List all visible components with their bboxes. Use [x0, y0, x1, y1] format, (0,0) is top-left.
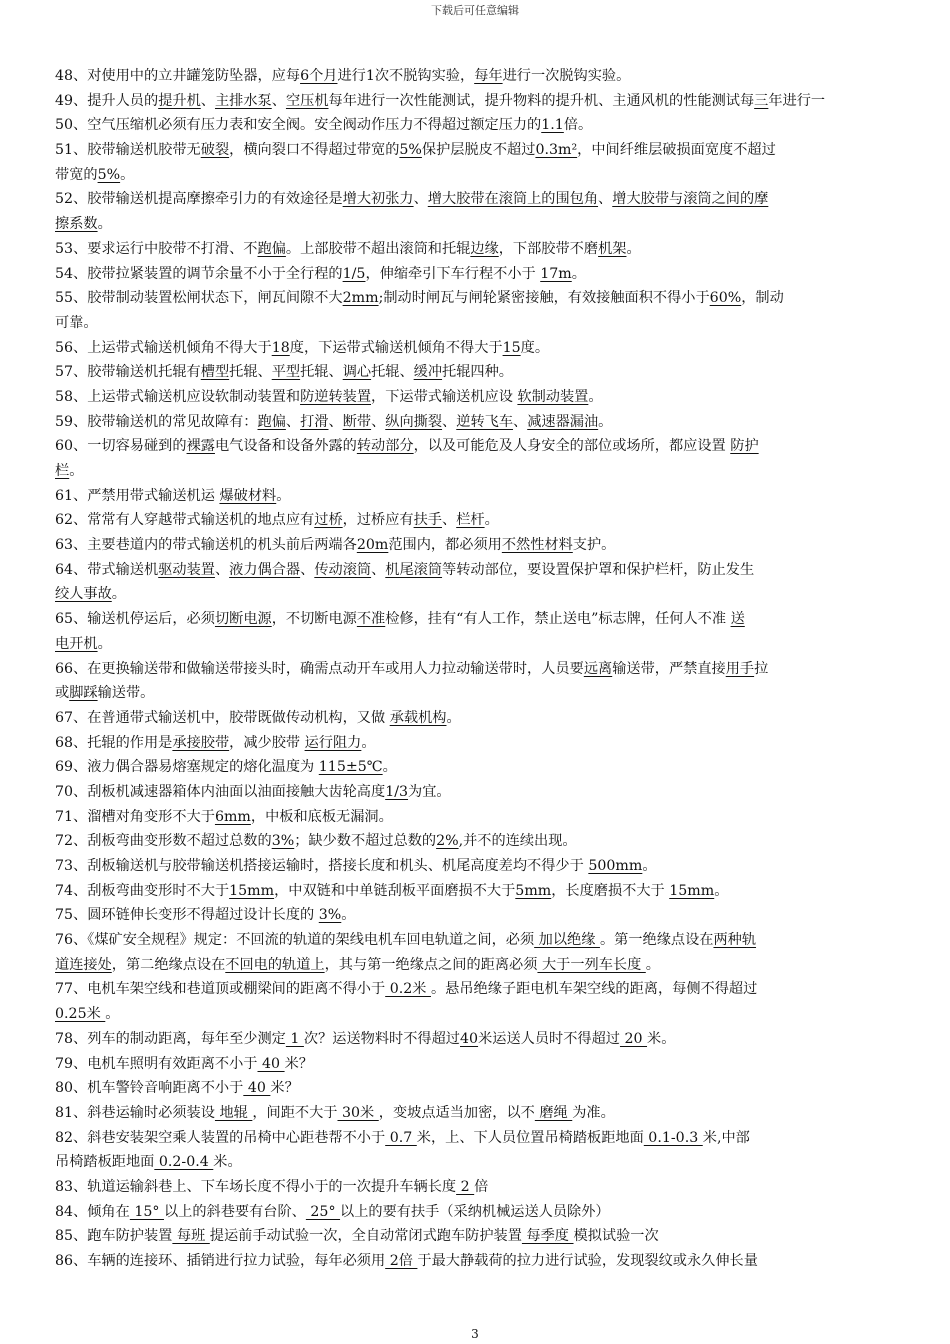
underlined-answer: 加以绝缘	[534, 932, 600, 949]
underlined-answer: 用手	[725, 660, 755, 677]
underlined-answer: 跑偏	[257, 413, 286, 430]
text-line	[55, 138, 897, 163]
underlined-answer: 2	[456, 1178, 475, 1195]
text-segment: 次？运送物料时不得超过	[303, 1030, 460, 1047]
underlined-answer: 15	[502, 339, 521, 356]
underlined-answer: 2mm	[342, 290, 379, 307]
text-segment: ;制动时闸瓦与闸轮紧密接触，有效接触面积不得小于	[378, 290, 710, 307]
text-segment: 模拟试验一次	[573, 1228, 659, 1245]
underlined-answer: 6个月	[300, 68, 338, 84]
text-segment: 倍	[474, 1178, 489, 1195]
underlined-answer: 远离	[583, 660, 613, 677]
underlined-answer: 切断电源	[214, 611, 272, 628]
underlined-answer: 0.7	[385, 1129, 417, 1146]
text-line	[55, 879, 897, 904]
text-segment: 76、《煤矿安全规程》规定：不回流的轨道的架线电机车回电轨道之间，必须	[55, 932, 535, 949]
text-segment: 检修，挂有“有人工作，禁止送电”标志牌，任何人不准	[385, 611, 731, 628]
text-segment: 米？	[284, 1055, 313, 1072]
underlined-answer: 机架	[598, 240, 627, 257]
text-segment: 72、刮板弯曲变形数不超过总数的	[55, 833, 272, 850]
text-segment: 年进行一	[768, 92, 826, 109]
text-segment: 86、车辆的连接环、插销进行拉力试验，每年必须用	[55, 1253, 386, 1269]
underlined-answer: 3%	[318, 907, 342, 924]
underlined-answer: 增大初张力	[342, 191, 414, 208]
text-segment: 。	[361, 734, 376, 751]
underlined-answer: 18	[271, 339, 290, 356]
text-segment: 每年进行一次性能测试，提升物料的提升机、主通风机的性能测试每	[328, 92, 755, 109]
text-segment: ，以及可能危及人身安全的部位或场所，都应设置	[413, 438, 731, 455]
text-segment: ，中板和底板无漏洞。	[250, 808, 393, 825]
text-segment: 或	[55, 685, 70, 702]
text-segment: 80、机车警铃音响距离不小于	[55, 1080, 244, 1097]
underlined-answer: 破裂	[200, 142, 230, 159]
text-segment: 85、跑车防护装置	[55, 1228, 173, 1245]
text-line	[55, 731, 897, 756]
text-segment: 84、倾角在	[55, 1203, 130, 1220]
underlined-answer: 两种轨	[713, 932, 757, 949]
text-line	[55, 237, 897, 262]
text-line	[55, 1027, 897, 1052]
text-line	[55, 903, 897, 928]
text-segment: 以上的要有扶手（采纳机械运送人员除外）	[340, 1203, 610, 1220]
text-segment: 。	[571, 265, 586, 282]
underlined-answer: 每年	[474, 68, 503, 84]
text-segment: 进行一次脱钩实验。	[502, 68, 631, 84]
text-segment: 60、一切容易碰到的	[55, 438, 187, 455]
text-segment: 。	[120, 166, 135, 183]
text-line	[55, 1224, 897, 1249]
text-line	[55, 533, 897, 558]
page-number: 3	[471, 1327, 479, 1341]
text-line	[55, 508, 897, 533]
text-line	[55, 681, 897, 706]
text-segment: 米,中部	[702, 1129, 750, 1146]
text-segment: ，伸缩牵引下车行程不小于	[365, 265, 541, 282]
text-segment: ，长度磨损不大于	[551, 882, 670, 899]
text-segment: 49、提升人员的	[55, 92, 159, 109]
text-segment: 可靠。	[55, 314, 98, 331]
text-segment: 。	[484, 512, 499, 529]
underlined-answer: 3%	[271, 833, 295, 850]
underlined-answer: 1/5	[342, 265, 366, 282]
text-segment: 米运送人员时不得超过	[478, 1030, 620, 1047]
underlined-answer: 不然性材料	[501, 537, 573, 554]
text-segment: 。	[626, 240, 641, 257]
text-segment: 范围内，都必须用	[388, 537, 502, 554]
underlined-answer: 磨绳	[534, 1104, 573, 1121]
text-line	[55, 1101, 897, 1126]
underlined-answer: 运行阻力	[304, 734, 362, 751]
underlined-answer: 6mm	[214, 808, 251, 825]
text-line	[55, 582, 897, 607]
text-line	[55, 854, 897, 879]
text-segment: 。	[105, 1006, 120, 1023]
text-segment: 电气设备和设备外露的	[214, 438, 357, 455]
text-segment: 。	[97, 635, 112, 652]
text-segment: 63、主要巷道内的带式输送机的机头前后两端各	[55, 537, 357, 554]
text-line	[55, 1249, 897, 1274]
underlined-answer: 0.25米	[55, 1006, 106, 1023]
text-segment: 56、上运带式输送机倾角不得大于	[55, 339, 272, 356]
underlined-answer: 2%	[436, 833, 459, 850]
text-segment: 55、胶带制动装置松闸状态下，闸瓦间隙不大	[55, 290, 343, 307]
text-line	[55, 755, 897, 780]
underlined-answer: 5%	[97, 166, 121, 183]
text-segment: 、	[300, 561, 315, 578]
text-segment: ，变坡点适当加密，以不	[378, 1104, 535, 1121]
text-segment: ，下部胶带不磨	[498, 240, 599, 257]
text-segment: ，下运带式输送机应设	[371, 388, 518, 405]
text-segment: 托辊、	[229, 364, 272, 381]
text-segment: 65、输送机停运后，必须	[55, 611, 215, 628]
text-segment: 米，上、下人员位置吊椅踏板距地面	[416, 1129, 644, 1146]
text-segment: 。	[276, 487, 291, 504]
text-segment: 等转动部位，要设置保护罩和保护栏杆，防止发生	[442, 561, 755, 578]
text-segment: 83、轨道运输斜巷上、下车场长度不得小于的一次提升车辆长度	[55, 1178, 457, 1195]
text-segment: 64、带式输送机	[55, 561, 159, 578]
text-segment: 为准。	[572, 1104, 615, 1121]
text-segment: 输送带，严禁直接	[612, 660, 726, 677]
underlined-answer: 60%	[709, 290, 742, 307]
underlined-answer: 大于一列车长度	[537, 956, 646, 973]
underlined-answer: 打滑	[300, 413, 329, 430]
text-segment: 68、托辊的作用是	[55, 734, 173, 751]
text-segment: 50、空气压缩机必须有压力表和安全阀。安全阀动作压力不得超过额定压力的	[55, 117, 542, 134]
underlined-answer: 送	[730, 611, 745, 628]
text-segment: 77、电机车架空线和巷道顶或棚梁间的距离不得小于	[55, 981, 386, 998]
text-segment: 输送带。	[97, 685, 155, 702]
text-line	[55, 1150, 897, 1175]
underlined-answer: 主排水泵	[214, 92, 272, 109]
underlined-answer: 115±5℃	[318, 759, 383, 776]
text-segment: ，中间纤维层破损面宽度不超过	[577, 142, 776, 159]
text-segment: 82、斜巷安装架空乘人装置的吊椅中心距巷帮不小于	[55, 1129, 386, 1146]
text-segment: 。	[588, 388, 603, 405]
text-segment: 进行1次不脱钩实验，	[337, 68, 475, 84]
text-segment: 托辊、	[300, 364, 343, 381]
text-segment: 米。	[213, 1154, 242, 1171]
text-segment: 、	[271, 92, 286, 109]
text-segment: 67、在普通带式输送机中，胶带既做传动机构，又做	[55, 709, 390, 726]
underlined-answer: 槽型	[200, 364, 230, 381]
text-segment: 拉	[754, 660, 769, 677]
underlined-answer: 500mm	[588, 858, 643, 874]
text-segment: ，其与第一绝缘点之间的距离必须	[324, 956, 538, 973]
underlined-answer: 脚踩	[69, 685, 98, 702]
underlined-answer: 提升机	[158, 92, 201, 109]
text-segment: 。	[714, 882, 729, 899]
text-line	[55, 360, 897, 385]
text-segment: 61、严禁用带式输送机运	[55, 487, 220, 504]
text-segment: ，第二绝缘点设在	[111, 956, 226, 973]
underlined-answer: 承载机构	[389, 709, 447, 726]
text-line	[55, 434, 897, 459]
text-segment: ,并不的连续出现。	[458, 833, 577, 850]
underlined-answer: 机尾滚筒	[385, 561, 443, 578]
text-segment: 托辊、	[371, 364, 414, 381]
text-segment: 62、常常有人穿越带式输送机的地点应有	[55, 512, 315, 529]
text-segment: ，过桥应有	[342, 512, 414, 529]
text-segment: 69、液力偶合器易熔塞规定的熔化温度为	[55, 759, 319, 776]
text-segment: 66、在更换输送带和做输送带接头时，确需点动开车或用人力拉动输送带时，人员要	[55, 660, 584, 677]
underlined-answer: 不准	[356, 611, 386, 628]
text-line	[55, 89, 897, 114]
text-segment: 、	[513, 413, 528, 430]
text-line	[55, 286, 897, 311]
text-segment: 70、刮板机减速器箱体内油面以油面接触大齿轮高度	[55, 783, 386, 800]
underlined-answer: 每班	[172, 1228, 210, 1245]
text-segment: 、	[214, 561, 230, 578]
text-segment: 。	[382, 759, 397, 776]
text-line	[55, 829, 897, 854]
text-segment: 。	[69, 463, 84, 479]
underlined-answer: 平型	[271, 364, 301, 381]
underlined-answer: 调心	[342, 364, 372, 381]
underlined-answer: 擦系数	[55, 216, 98, 233]
text-segment: 74、刮板弯曲变形时不大于	[55, 882, 230, 899]
text-segment: 。悬吊绝缘子距电机车架空线的距离，每侧不得超过	[430, 981, 758, 998]
text-line	[55, 953, 897, 978]
text-segment: 米？	[270, 1080, 299, 1097]
text-segment: 带宽的	[55, 166, 98, 183]
text-segment: 58、上运带式输送机应设软制动装置和	[55, 388, 301, 405]
text-segment: 81、斜巷运输时必须装设	[55, 1104, 215, 1121]
underlined-answer: 爆破材料	[219, 487, 277, 504]
text-segment: 米。	[647, 1030, 676, 1047]
text-line	[55, 706, 897, 731]
text-line	[55, 1200, 897, 1225]
underlined-answer: 软制动装置	[517, 388, 589, 405]
text-segment: 、	[328, 413, 343, 430]
underlined-answer: 绞人事故	[55, 586, 112, 603]
underlined-answer: 缓冲	[413, 364, 443, 381]
underlined-answer: 逆转飞车	[456, 413, 514, 430]
text-line	[55, 928, 897, 953]
text-line	[55, 410, 897, 435]
underlined-answer: 0.2米	[385, 981, 431, 998]
text-segment: 59、胶带输送机的常见故障有：	[55, 413, 258, 430]
text-segment: 。	[446, 709, 461, 726]
text-segment: 57、胶带输送机托辊有	[55, 364, 201, 381]
text-line	[55, 1126, 897, 1151]
underlined-answer: 防逆转装置	[300, 388, 372, 405]
text-segment: 、	[442, 413, 457, 430]
underlined-answer: 17m	[540, 265, 572, 282]
underlined-answer: 转动部分	[356, 438, 414, 455]
text-segment: 、	[200, 92, 215, 109]
text-segment: 52、胶带输送机提高摩擦牵引力的有效途径是	[55, 191, 343, 208]
text-line	[55, 1175, 897, 1200]
underlined-answer: 三	[754, 92, 769, 109]
text-line	[55, 657, 897, 682]
text-segment: 于最大静载荷的拉力进行试验，发现裂纹或永久伸长量	[417, 1253, 758, 1269]
text-segment: 。第一绝缘点设在	[599, 932, 714, 949]
underlined-answer: 0.1-0.3	[643, 1129, 703, 1146]
underlined-answer: 25°	[305, 1203, 341, 1220]
underlined-answer: 5%	[399, 142, 422, 159]
text-segment: 度，下运带式输送机倾角不得大于	[289, 339, 503, 356]
text-segment: 51、胶带输送机胶带无	[55, 142, 201, 159]
underlined-answer: 不回电的轨道上	[225, 956, 325, 973]
text-segment: 。	[645, 956, 660, 973]
text-segment: 。	[642, 858, 657, 874]
text-segment: 提运前手动试验一次，全自动常闭式跑车防护装置	[209, 1228, 522, 1245]
text-segment: 78、列车的制动距离，每年至少测定	[55, 1030, 286, 1047]
text-segment: 79、电机车照明有效距离不小于	[55, 1055, 258, 1072]
underlined-answer: 2倍	[385, 1253, 418, 1269]
underlined-answer: 5mm	[515, 882, 552, 899]
text-line	[55, 1052, 897, 1077]
underlined-answer: 栏杆	[456, 512, 485, 529]
text-segment: 、	[598, 191, 613, 208]
page-header: 下载后可任意编辑	[431, 4, 519, 17]
text-segment: 以上的斜巷要有台阶、	[163, 1203, 306, 1220]
text-segment: ，中双链和中单链刮板平面磨损不大于	[274, 882, 516, 899]
text-segment: 、	[371, 413, 386, 430]
underlined-answer: 20	[619, 1030, 648, 1047]
underlined-answer: 防护	[730, 438, 759, 455]
text-line	[55, 311, 897, 336]
underlined-answer: 空压机	[285, 92, 329, 109]
underlined-answer: 增大胶带与滚筒之间的摩	[612, 191, 769, 208]
text-line	[55, 336, 897, 361]
underlined-answer: 地辊	[214, 1104, 253, 1121]
underlined-answer: 40	[460, 1030, 479, 1047]
text-segment: 73、刮板输送机与胶带输送机搭接运输时，搭接长度和机头、机尾高度差均不得少于	[55, 858, 589, 874]
underlined-answer: 40	[243, 1080, 271, 1097]
text-line	[55, 187, 897, 212]
text-line	[55, 977, 897, 1002]
text-segment: 。上部胶带不超出滚筒和托辊	[285, 240, 471, 257]
text-line	[55, 1076, 897, 1101]
text-segment: 吊椅踏板距地面	[55, 1154, 155, 1171]
text-segment: 。	[341, 907, 356, 924]
text-segment: 。	[598, 413, 613, 430]
text-segment: 保护层脱皮不超过	[421, 142, 536, 159]
text-segment: 、	[413, 191, 428, 208]
underlined-answer: 电开机	[55, 635, 98, 652]
underlined-answer: 扶手	[413, 512, 442, 529]
text-segment: 倍。	[563, 117, 593, 134]
text-segment: 53、要求运行中胶带不打滑、不	[55, 240, 258, 257]
text-segment: ，横向裂口不得超过带宽的	[229, 142, 400, 159]
underlined-answer: 过桥	[314, 512, 343, 529]
text-segment: 。	[97, 216, 112, 233]
text-segment: ，不切断电源	[271, 611, 357, 628]
underlined-answer: 增大胶带在滚筒上的围包角	[427, 191, 599, 208]
underlined-answer: 纵向撕裂	[385, 413, 443, 430]
text-line	[55, 262, 897, 287]
text-line	[55, 558, 897, 583]
text-line	[55, 484, 897, 509]
text-segment: 75、圆环链伸长变形不得超过设计长度的	[55, 907, 319, 924]
underlined-answer: 1/3	[385, 783, 409, 800]
underlined-answer: 跑偏	[257, 240, 286, 257]
text-segment: 度。	[520, 339, 550, 356]
underlined-answer: 30米	[337, 1104, 379, 1121]
underlined-answer: 0.2-0.4	[154, 1154, 214, 1171]
underlined-answer: 边缘	[470, 240, 499, 257]
text-line	[55, 385, 897, 410]
text-line	[55, 459, 897, 484]
text-segment: ，制动	[741, 290, 784, 307]
text-line	[55, 805, 897, 830]
underlined-answer: 减速器漏油	[527, 413, 599, 430]
text-segment: 48、对使用中的立井罐笼防坠器，应每	[55, 68, 301, 84]
underlined-answer: 液力偶合器	[229, 561, 301, 578]
text-segment: 54、胶带拉紧装置的调节余量不小于全行程的	[55, 265, 343, 282]
text-segment: 支护。	[572, 537, 616, 554]
text-segment: 、	[285, 413, 301, 430]
underlined-answer: 栏	[55, 463, 70, 479]
text-segment: 、	[371, 561, 386, 578]
underlined-answer: 裸露	[186, 438, 215, 455]
underlined-answer: 承接胶带	[172, 734, 230, 751]
text-line	[55, 780, 897, 805]
text-segment: ，减少胶带	[229, 734, 305, 751]
underlined-answer: 15mm	[669, 882, 715, 899]
underlined-answer: 15mm	[229, 882, 275, 899]
underlined-answer: 道连接处	[55, 956, 112, 973]
underlined-answer: 40	[257, 1055, 285, 1072]
underlined-answer: 每季度	[521, 1228, 574, 1245]
underlined-answer: 传动滚筒	[314, 561, 372, 578]
text-line	[55, 64, 897, 89]
underlined-answer: 驱动装置	[158, 561, 215, 578]
text-line	[55, 632, 897, 657]
text-segment: 为宜。	[408, 783, 451, 800]
text-line	[55, 607, 897, 632]
underlined-answer: 1.1	[541, 117, 564, 134]
underlined-answer: 20m	[356, 537, 389, 554]
text-line	[55, 163, 897, 188]
text-line	[55, 113, 897, 138]
underlined-answer: 15°	[129, 1203, 164, 1220]
text-line	[55, 212, 897, 237]
text-segment: ，间距不大于	[252, 1104, 338, 1121]
underlined-answer: 1	[285, 1030, 304, 1047]
text-segment: 。	[111, 586, 126, 603]
underlined-answer: 断带	[342, 413, 372, 430]
text-segment: ；缺少数不超过总数的	[294, 833, 437, 850]
text-line	[55, 1002, 897, 1027]
text-segment: 71、溜槽对角变形不大于	[55, 808, 215, 825]
document-body	[55, 64, 897, 1274]
underlined-answer: 0.3m²	[535, 142, 578, 159]
text-segment: 托辊四种。	[442, 364, 513, 381]
text-segment: 、	[441, 512, 457, 529]
